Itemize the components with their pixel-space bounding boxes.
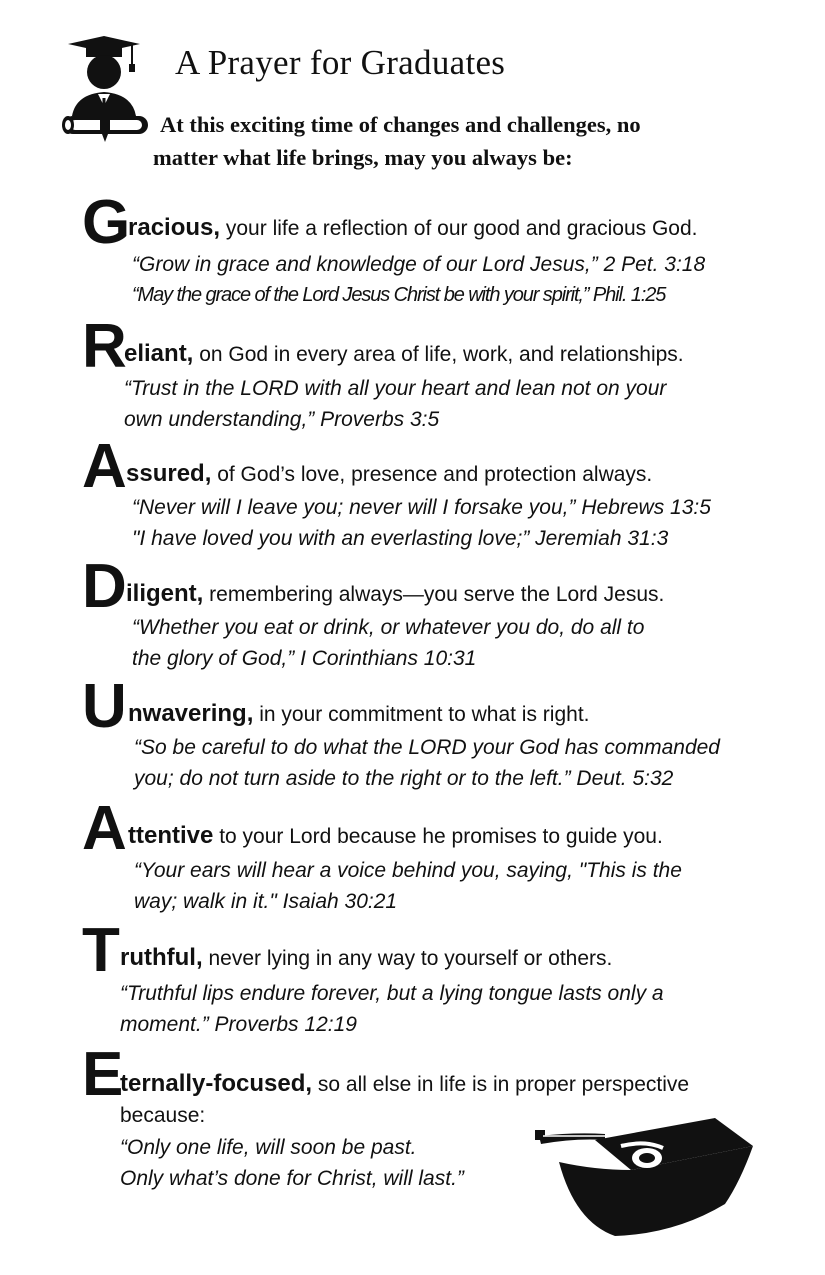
verse-line: “Never will I leave you; never will I forsake you,” Hebrews 13:5 (132, 496, 711, 519)
entry-description: your life a reflection of our good and gracious God. (220, 217, 698, 240)
verse-line: moment.” Proverbs 12:19 (120, 1013, 357, 1036)
acrostic-letter: A (82, 794, 126, 863)
verse-line: “Grow in grace and knowledge of our Lord Jesus,” 2 Pet. 3:18 (132, 253, 706, 276)
entry-word: iligent, (126, 580, 204, 607)
entry-description: in your commitment to what is right. (253, 703, 590, 726)
mortarboard-cap-icon (535, 1112, 755, 1240)
entry-word: eliant, (124, 340, 194, 367)
entry-heading (124, 340, 684, 368)
entry-heading (120, 944, 612, 972)
entry-heading (126, 460, 652, 488)
verse-line: way; walk in it." Isaiah 30:21 (134, 890, 398, 913)
entry-description: to your Lord because he promises to guide you. (213, 825, 663, 848)
intro-text (153, 108, 783, 174)
entry-description: so all else in life is in proper perspective (312, 1073, 690, 1096)
entry-heading (128, 822, 663, 850)
intro-line-2: matter what life brings, may you always be: (153, 145, 573, 170)
entry-word: ruthful, (120, 944, 203, 971)
acrostic-letter: G (82, 188, 130, 257)
intro-line-1: At this exciting time of changes and challenges, no (160, 112, 641, 137)
entry-word: ttentive (128, 822, 214, 849)
graduate-with-diploma-icon (58, 36, 154, 146)
verse-line: you; do not turn aside to the right or to the left.” Deut. 5:32 (134, 767, 674, 790)
verse-line: “Whether you eat or drink, or whatever you do, do all to (132, 616, 645, 639)
verse-line: the glory of God,” I Corinthians 10:31 (132, 647, 477, 670)
acrostic-letter: D (82, 552, 126, 621)
entry-word: racious, (128, 214, 221, 241)
verse-line: “So be careful to do what the LORD your God has commanded (134, 736, 720, 759)
entry-heading (126, 580, 664, 608)
verse-line: own understanding,” Proverbs 3:5 (124, 408, 440, 431)
entry-description: never lying in any way to yourself or others. (202, 947, 613, 970)
verse-line: "I have loved you with an everlasting love;” Jeremiah 31:3 (132, 527, 669, 550)
acrostic-letter: E (82, 1040, 123, 1109)
entry-description-continued: because: (120, 1104, 206, 1127)
entry-heading (120, 1070, 689, 1098)
verse-line: “Truthful lips endure forever, but a lying tongue lasts only a (120, 982, 664, 1005)
entry-word: nwavering, (128, 700, 254, 727)
entry-word: ssured, (126, 460, 212, 487)
entry-description: on God in every area of life, work, and relationships. (193, 343, 684, 366)
acrostic-letter: A (82, 432, 126, 501)
acrostic-letter: R (82, 312, 126, 381)
entry-description: of God’s love, presence and protection always. (211, 463, 653, 486)
entry-heading (128, 700, 590, 728)
entry-description: remembering always—you serve the Lord Jesus. (203, 583, 665, 606)
acrostic-letter: U (82, 672, 126, 741)
verse-line: Only what’s done for Christ, will last.” (120, 1167, 464, 1190)
acrostic-letter: T (82, 916, 119, 985)
entry-word: ternally-focused, (120, 1070, 313, 1097)
verse-line: “Only one life, will soon be past. (120, 1136, 417, 1159)
verse-line: “Your ears will hear a voice behind you, saying, "This is the (134, 859, 682, 882)
verse-line: “Trust in the LORD with all your heart and lean not on your (124, 377, 667, 400)
page-title: A Prayer for Graduates (175, 43, 506, 82)
entry-heading (128, 214, 698, 242)
verse-line: “May the grace of the Lord Jesus Christ be with your spirit,” Phil. 1:25 (132, 284, 666, 306)
